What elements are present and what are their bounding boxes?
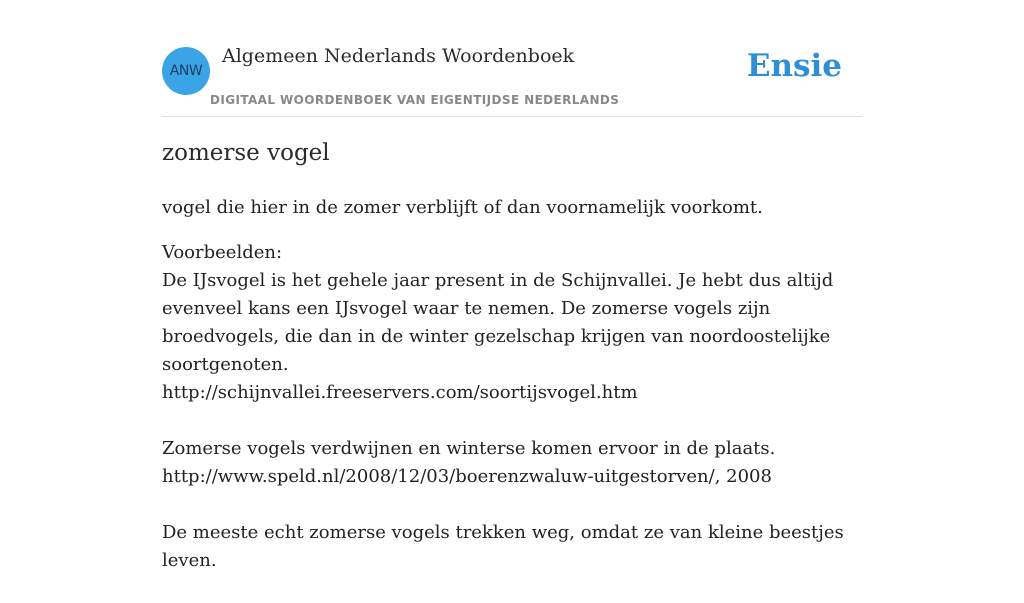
example-1 xyxy=(162,267,862,407)
entry-headword: zomerse vogel xyxy=(162,140,330,166)
site-header xyxy=(162,0,862,117)
site-title[interactable]: Algemeen Nederlands Woordenboek xyxy=(222,45,575,67)
site-subtitle: DIGITAAL WOORDENBOEK VAN EIGENTIJDSE NEDERLANDS xyxy=(210,93,620,107)
example-3 xyxy=(162,519,862,575)
example-1-source: http://schijnvallei.freeservers.com/soortijsvogel.htm xyxy=(162,382,638,403)
example-3-text: De meeste echt zomerse vogels trekken weg, omdat ze van kleine beestjes leven. xyxy=(162,522,844,571)
examples-label: Voorbeelden: xyxy=(162,242,283,263)
page xyxy=(162,0,862,571)
example-2-text: Zomerse vogels verdwijnen en winterse komen ervoor in de plaats. xyxy=(162,438,776,459)
example-2-source: http://www.speld.nl/2008/12/03/boerenzwaluw-uitgestorven/, 2008 xyxy=(162,466,772,487)
examples-section xyxy=(162,239,862,603)
example-1-text: De IJsvogel is het gehele jaar present in de Schijnvallei. Je hebt dus altijd evenveel kans een IJsvogel waar te nemen. De zomerse vogels zijn broedvogels, die dan in de winter gezelschap krijgen van noordoostelijke soortgenoten. xyxy=(162,270,834,375)
ensie-brand-link[interactable]: Ensie xyxy=(746,48,842,84)
example-2 xyxy=(162,435,862,491)
anw-logo[interactable] xyxy=(162,47,210,95)
anw-logo-text: ANW xyxy=(169,63,203,79)
entry-definition: vogel die hier in de zomer verblijft of dan voornamelijk voorkomt. xyxy=(162,197,763,218)
